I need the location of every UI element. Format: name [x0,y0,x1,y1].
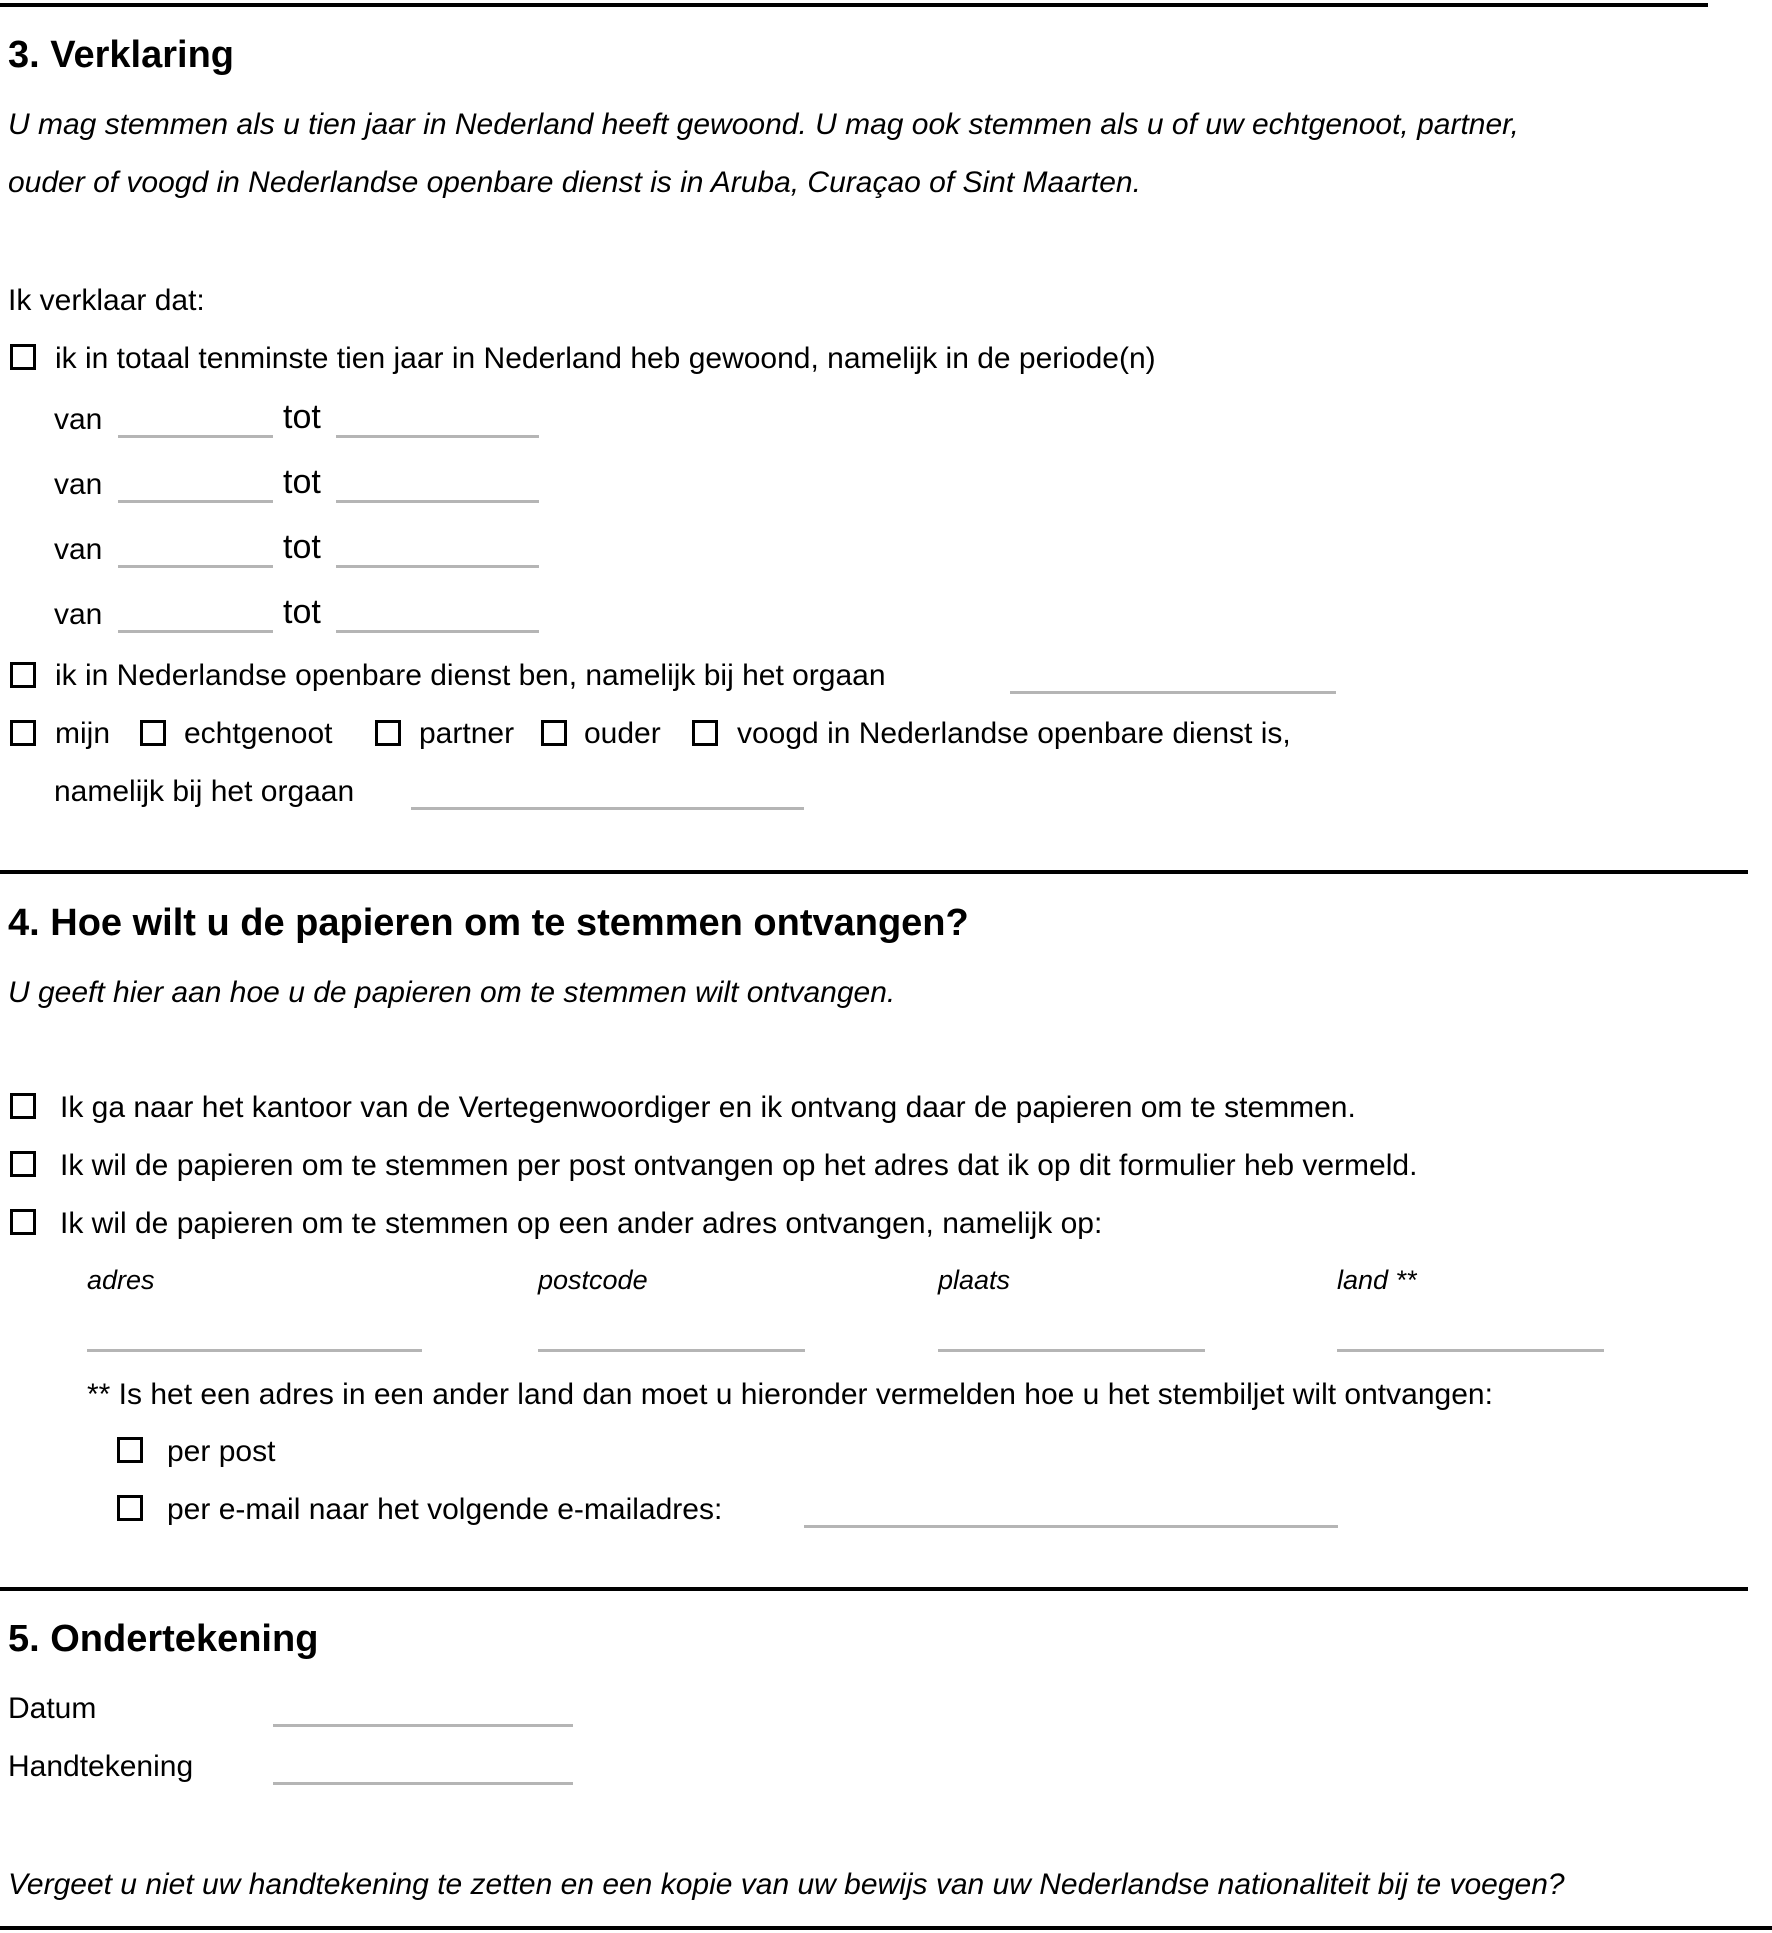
option-other-address-label: Ik wil de papieren om te stemmen op een ander adres ontvangen, namelijk op: [60,1207,1103,1240]
period-to-field[interactable] [336,565,539,568]
period-to-field[interactable] [336,630,539,633]
period-to-field[interactable] [336,435,539,438]
relation-voogd-label: voogd in Nederlandse openbare dienst is, [737,717,1291,750]
period-to-label: tot [283,593,321,631]
checkbox-other-address[interactable] [10,1209,36,1235]
checkbox-pickup-office[interactable] [10,1093,36,1119]
checkbox-partner[interactable] [375,720,401,746]
checkbox-per-post[interactable] [117,1437,143,1463]
section-3-intro-line2: ouder of voogd in Nederlandse openbare dienst is in Aruba, Curaçao of Sint Maarten. [8,166,1141,199]
public-service-organ-field[interactable] [1010,691,1336,694]
section-3-title: 3. Verklaring [8,34,235,76]
option-pickup-office-label: Ik ga naar het kantoor van de Vertegenwoordiger en ik ontvang daar de papieren om te stemmen. [60,1091,1356,1124]
relation-ouder-label: ouder [584,717,661,750]
country-field-label: land ** [1337,1265,1417,1295]
period-from-field[interactable] [118,630,273,633]
checkbox-lived-ten-years[interactable] [10,344,36,370]
checkbox-mijn[interactable] [10,720,36,746]
period-to-label: tot [283,398,321,436]
relation-mijn-label: mijn [55,717,111,750]
checkbox-ouder[interactable] [541,720,567,746]
option-public-service-label: ik in Nederlandse openbare dienst ben, namelijk bij het orgaan [55,659,886,692]
email-input[interactable] [804,1525,1338,1528]
relation-organ-label: namelijk bij het orgaan [54,775,355,808]
signature-label: Handtekening [8,1750,194,1783]
signature-input[interactable] [273,1782,573,1785]
address-input[interactable] [87,1349,422,1352]
checkbox-public-service[interactable] [10,662,36,688]
delivery-per-email-label: per e-mail naar het volgende e-mailadres: [167,1493,723,1526]
period-from-label: van [54,533,103,566]
checkbox-echtgenoot[interactable] [140,720,166,746]
divider-top [0,3,1708,7]
postcode-input[interactable] [538,1349,805,1352]
option-lived-ten-years-label: ik in totaal tenminste tien jaar in Nederland heb gewoond, namelijk in de periode(n) [55,342,1156,375]
period-to-label: tot [283,463,321,501]
section-5-title: 5. Ondertekening [8,1618,319,1660]
section-3-intro-line1: U mag stemmen als u tien jaar in Nederland heeft gewoond. U mag ook stemmen als u of uw echtgenoot, partner, [8,108,1519,141]
period-from-label: van [54,598,103,631]
relation-organ-field[interactable] [411,807,804,810]
section-4-title: 4. Hoe wilt u de papieren om te stemmen ontvangen? [8,902,969,944]
option-post-form-address-label: Ik wil de papieren om te stemmen per post ontvangen op het adres dat ik op dit formulier heb vermeld. [60,1149,1418,1182]
divider-section-4 [0,870,1748,874]
date-label: Datum [8,1692,97,1725]
period-from-label: van [54,468,103,501]
postcode-field-label: postcode [538,1265,648,1295]
declare-label: Ik verklaar dat: [8,284,205,317]
period-to-field[interactable] [336,500,539,503]
address-field-label: adres [87,1265,155,1295]
divider-section-5 [0,1587,1748,1591]
city-input[interactable] [938,1349,1205,1352]
delivery-per-post-label: per post [167,1435,276,1468]
city-field-label: plaats [938,1265,1011,1295]
period-from-field[interactable] [118,435,273,438]
period-from-field[interactable] [118,500,273,503]
date-input[interactable] [273,1724,573,1727]
checkbox-voogd[interactable] [692,720,718,746]
period-to-label: tot [283,528,321,566]
relation-echtgenoot-label: echtgenoot [184,717,333,750]
period-from-field[interactable] [118,565,273,568]
footer-reminder: Vergeet u niet uw handtekening te zetten en een kopie van uw bewijs van uw Nederlandse nationaliteit bij te voegen? [8,1868,1565,1901]
checkbox-post-form-address[interactable] [10,1151,36,1177]
period-from-label: van [54,403,103,436]
foreign-address-note: ** Is het een adres in een ander land dan moet u hieronder vermelden hoe u het stembiljet wilt ontvangen: [87,1378,1493,1411]
country-input[interactable] [1337,1349,1604,1352]
section-4-intro: U geeft hier aan hoe u de papieren om te stemmen wilt ontvangen. [8,976,896,1009]
relation-partner-label: partner [419,717,515,750]
checkbox-per-email[interactable] [117,1495,143,1521]
divider-bottom [0,1926,1772,1930]
